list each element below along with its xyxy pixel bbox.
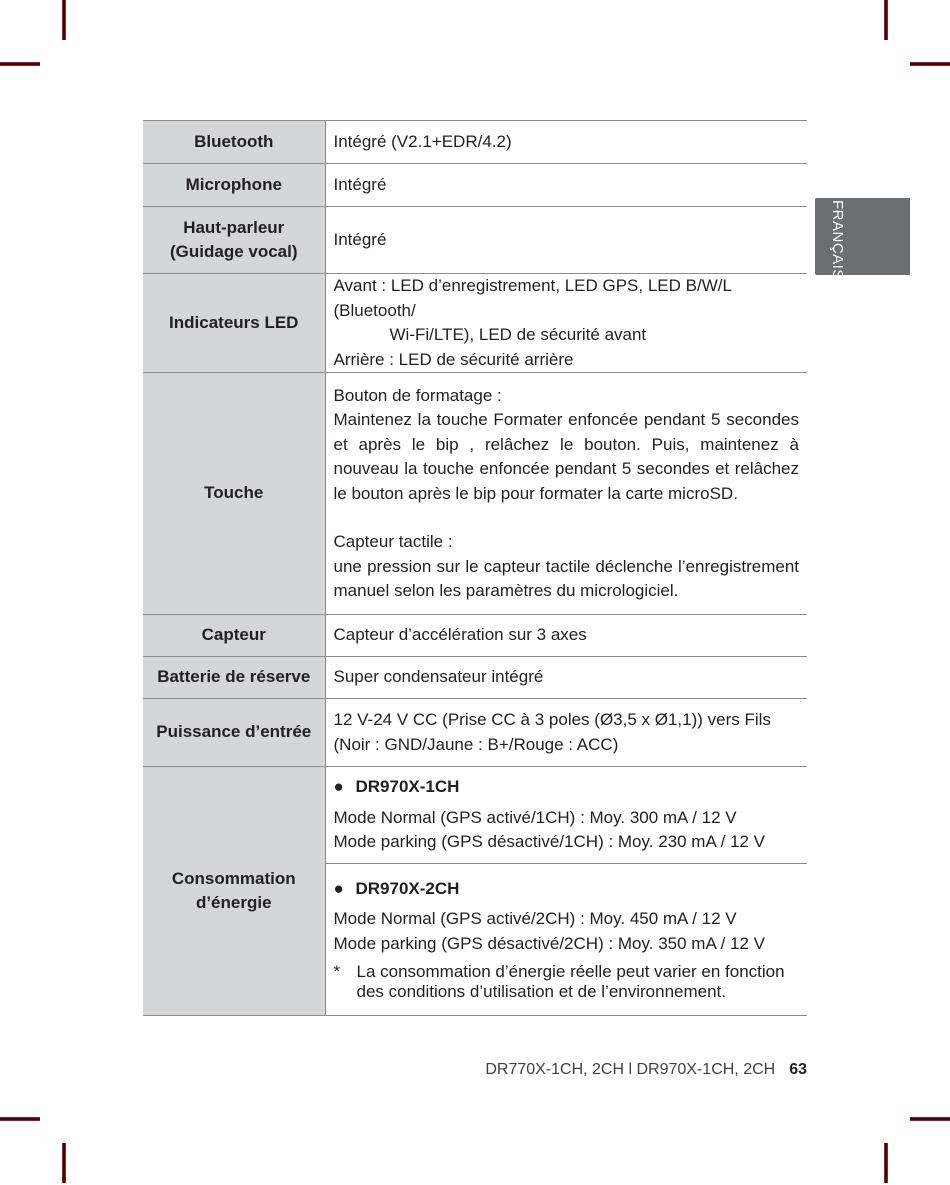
row-key: Indicateurs LED [143, 274, 325, 373]
row-key-line: d’énergie [195, 893, 272, 912]
value-line: 12 V-24 V CC (Prise CC à 3 poles (Ø3,5 x Ø1,1)) vers Fils [333, 710, 771, 729]
table-row [143, 657, 807, 699]
crop-mark [884, 1143, 888, 1183]
row-value: Intégré [325, 207, 807, 274]
value-line: Mode parking (GPS désactivé/1CH) : Moy. 230 mA / 12 V [333, 832, 765, 852]
table-row [143, 767, 807, 864]
model-heading [334, 877, 800, 902]
paragraph-title: Capteur tactile : [333, 532, 453, 551]
row-value [325, 274, 807, 373]
language-tab [815, 198, 910, 280]
row-key-line: (Guidage vocal) [169, 242, 298, 261]
footnote [334, 962, 800, 1002]
paragraph-title: Bouton de formatage : [333, 385, 502, 405]
model-heading [334, 775, 800, 800]
row-key: Microphone [143, 164, 325, 207]
row-value [325, 767, 807, 864]
row-value [325, 864, 807, 1016]
row-key-line: Haut-parleur [183, 217, 285, 237]
row-key: Puissance d’entrée [143, 699, 325, 767]
value-line: Mode Normal (GPS activé/2CH) : Moy. 450 mA / 12 V [333, 909, 737, 929]
row-value [325, 699, 807, 767]
value-line: (Noir : GND/Jaune : B+/Rouge : ACC) [333, 734, 619, 754]
footer-models: DR770X-1CH, 2CH l DR970X-1CH, 2CH [485, 1061, 776, 1078]
table-row [143, 615, 807, 657]
page-footer [485, 1061, 807, 1079]
row-key: Bluetooth [143, 121, 325, 164]
row-key [143, 767, 325, 1016]
row-key: Capteur [143, 615, 325, 657]
row-key: Batterie de réserve [143, 657, 325, 699]
row-key-line: Consommation [171, 868, 296, 888]
paragraph-body: une pression sur le capteur tactile déclenche l’enregistrement manuel selon les paramètres du micrologiciel. [333, 556, 799, 600]
value-line: Avant : LED d’enregistrement, LED GPS, LED B/W/L (Bluetooth/ [333, 276, 732, 320]
value-line: Arrière : LED de sécurité arrière [333, 349, 574, 369]
crop-mark [884, 0, 888, 40]
table-row [143, 373, 807, 615]
row-value: Super condensateur intégré [325, 657, 807, 699]
table-row [143, 207, 807, 274]
row-key: Touche [143, 373, 325, 615]
crop-mark [910, 1117, 950, 1121]
crop-mark [0, 1117, 40, 1121]
page-number: 63 [789, 1061, 807, 1078]
crop-mark [62, 0, 66, 40]
row-key [143, 207, 325, 274]
model-name: DR970X-1CH [355, 777, 460, 797]
value-line: Wi-Fi/LTE), LED de sécurité avant [389, 325, 647, 344]
row-value: Intégré (V2.1+EDR/4.2) [325, 121, 807, 164]
row-value [325, 373, 807, 615]
bullet-icon: ● [333, 777, 344, 797]
model-name: DR970X-2CH [355, 878, 460, 898]
value-line: Mode Normal (GPS activé/1CH) : Moy. 300 mA / 12 V [333, 807, 737, 827]
row-value: Intégré [325, 164, 807, 207]
language-tab-label: FRANÇAIS [829, 200, 846, 280]
crop-mark [910, 62, 950, 66]
bullet-icon: ● [333, 878, 344, 898]
table-row [143, 699, 807, 767]
table-row [143, 121, 807, 164]
table-row [143, 164, 807, 207]
footnote-mark: * [333, 962, 341, 982]
row-value: Capteur d’accélération sur 3 axes [325, 615, 807, 657]
value-line: Mode parking (GPS désactivé/2CH) : Moy. 350 mA / 12 V [333, 933, 765, 953]
crop-mark [62, 1143, 66, 1183]
paragraph-body: Maintenez la touche Formater enfoncée pendant 5 secondes et après le bip , relâchez le bouton. Puis, maintenez à nouveau la touche enfoncée pendant 5 secondes et relâchez le bouton après le bip pour formater la carte microSD. [333, 410, 799, 503]
spec-table [143, 120, 807, 1016]
crop-mark [0, 62, 40, 66]
footnote-text: La consommation d’énergie réelle peut varier en fonction des conditions d’utilisation et de l’environnement. [356, 962, 785, 1002]
table-row [143, 274, 807, 373]
